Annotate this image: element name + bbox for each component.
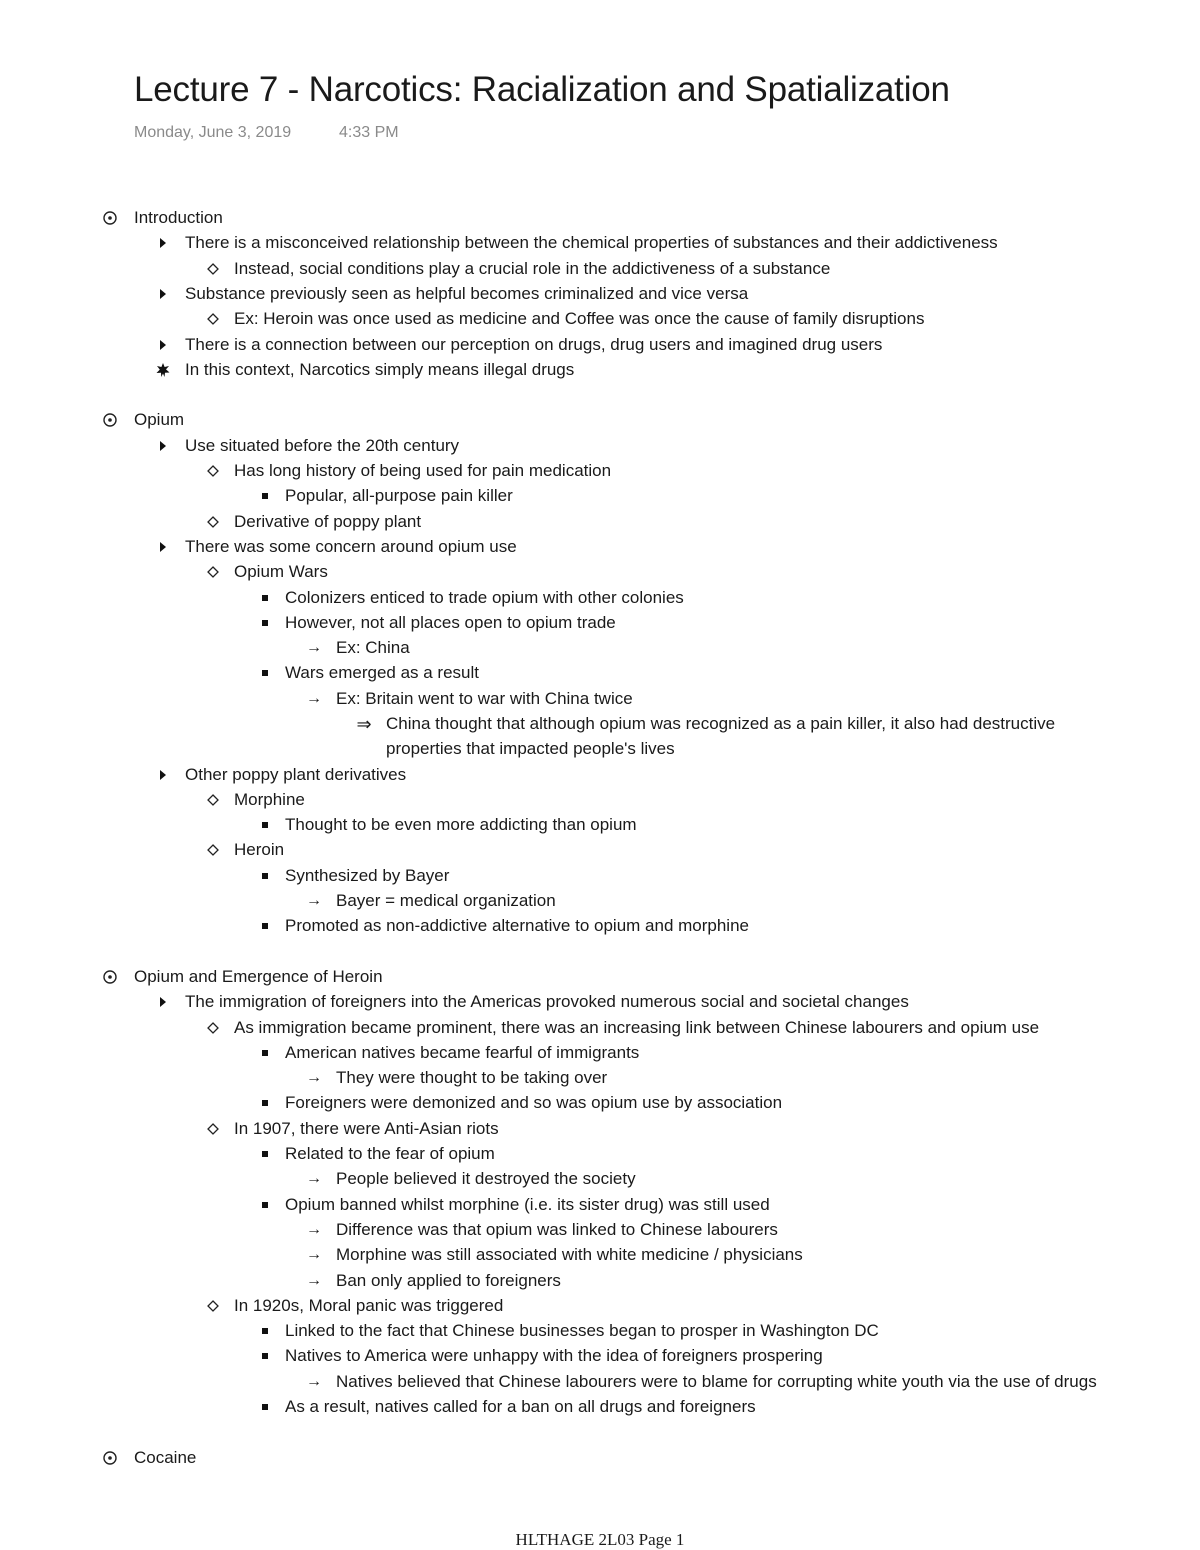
note-time: 4:33 PM <box>339 124 399 141</box>
outline-item-text: Has long history of being used for pain medication <box>234 461 612 480</box>
arrow-right-icon: → <box>306 1372 322 1390</box>
square-icon <box>257 610 273 635</box>
outline-item-text: Cocaine <box>134 1448 197 1467</box>
outline-item-text: American natives became fearful of immigrants <box>285 1043 640 1062</box>
triangle-right-icon <box>155 281 171 306</box>
square-icon <box>257 1394 273 1419</box>
outline-item-text: Derivative of poppy plant <box>234 512 422 531</box>
square-icon <box>257 1192 273 1217</box>
outline-item-text: Bayer = medical organization <box>336 891 556 910</box>
circle-dot-icon <box>102 205 118 230</box>
outline-item-text: As immigration became prominent, there was an increasing link between Chinese labourers and opium use <box>234 1018 1040 1037</box>
circle-dot-icon <box>102 964 118 989</box>
arrow-right-icon: → <box>306 1169 322 1187</box>
outline-item-text: Opium Wars <box>234 562 328 581</box>
square-icon <box>257 863 273 888</box>
outline-item-text: Promoted as non-addictive alternative to opium and morphine <box>285 916 749 935</box>
page-title: Lecture 7 - Narcotics: Racialization and Spatialization <box>134 70 950 109</box>
triangle-right-icon <box>155 433 171 458</box>
circle-dot-icon <box>102 1445 118 1470</box>
triangle-right-icon <box>155 762 171 787</box>
diamond-outline-icon <box>205 787 221 812</box>
triangle-right-icon <box>155 989 171 1014</box>
diamond-outline-icon <box>205 1116 221 1141</box>
outline-item-text: Ex: China <box>336 638 410 657</box>
triangle-right-icon <box>155 534 171 559</box>
diamond-outline-icon <box>205 509 221 534</box>
outline-item-text: Substance previously seen as helpful becomes criminalized and vice versa <box>185 284 749 303</box>
square-icon <box>257 1318 273 1343</box>
outline-item-text: Use situated before the 20th century <box>185 436 460 455</box>
outline-item-text: Synthesized by Bayer <box>285 866 450 885</box>
outline-item-text: There was some concern around opium use <box>185 537 517 556</box>
diamond-outline-icon <box>205 837 221 862</box>
outline-item-text: Natives believed that Chinese labourers were to blame for corrupting white youth via the use of drugs <box>336 1372 1097 1391</box>
outline-item-text: As a result, natives called for a ban on all drugs and foreigners <box>285 1397 756 1416</box>
outline-item-text: There is a connection between our perception on drugs, drug users and imagined drug users <box>185 335 883 354</box>
square-icon <box>257 1343 273 1368</box>
outline-item-text: In 1907, there were Anti-Asian riots <box>234 1119 499 1138</box>
double-arrow-right-icon: ⇒ <box>356 713 372 734</box>
square-icon <box>257 585 273 610</box>
diamond-outline-icon <box>205 1293 221 1318</box>
outline-item-text: Linked to the fact that Chinese businesses began to prosper in Washington DC <box>285 1321 879 1340</box>
diamond-outline-icon <box>205 458 221 483</box>
outline-item-text: China thought that although opium was recognized as a pain killer, it also had destructive <box>386 714 1056 733</box>
outline-item-text: People believed it destroyed the society <box>336 1169 636 1188</box>
outline-item-text: Morphine <box>234 790 305 809</box>
diamond-outline-icon <box>205 1015 221 1040</box>
note-date: Monday, June 3, 2019 <box>134 124 292 141</box>
triangle-right-icon <box>155 230 171 255</box>
arrow-right-icon: → <box>306 689 322 707</box>
outline-item-text: However, not all places open to opium trade <box>285 613 616 632</box>
outline-item-text: Popular, all-purpose pain killer <box>285 486 513 505</box>
outline-item-text: Colonizers enticed to trade opium with other colonies <box>285 588 684 607</box>
outline-item-text: Ex: Britain went to war with China twice <box>336 689 633 708</box>
arrow-right-icon: → <box>306 1245 322 1263</box>
outline-item-text: Ex: Heroin was once used as medicine and Coffee was once the cause of family disruptions <box>234 309 925 328</box>
arrow-right-icon: → <box>306 1220 322 1238</box>
outline-item-text: Wars emerged as a result <box>285 663 479 682</box>
outline-item-text: In this context, Narcotics simply means illegal drugs <box>185 360 575 379</box>
diamond-outline-icon <box>205 256 221 281</box>
circle-dot-icon <box>102 407 118 432</box>
outline-item-text: properties that impacted people's lives <box>386 739 675 758</box>
outline-item-text: Opium <box>134 410 185 429</box>
outline-item-text: Related to the fear of opium <box>285 1144 495 1163</box>
outline-item-text: Introduction <box>134 208 223 227</box>
arrow-right-icon: → <box>306 1271 322 1289</box>
arrow-right-icon: → <box>306 638 322 656</box>
outline-item-text: Natives to America were unhappy with the idea of foreigners prospering <box>285 1346 823 1365</box>
outline-item-text: Instead, social conditions play a crucial role in the addictiveness of a substance <box>234 259 831 278</box>
outline-item-text: Morphine was still associated with white medicine / physicians <box>336 1245 803 1264</box>
outline-item-text: Difference was that opium was linked to Chinese labourers <box>336 1220 778 1239</box>
outline-item-text: Heroin <box>234 840 285 859</box>
outline-item-text: The immigration of foreigners into the Americas provoked numerous social and societal changes <box>185 992 909 1011</box>
outline-item-text: In 1920s, Moral panic was triggered <box>234 1296 504 1315</box>
arrow-right-icon: → <box>306 1068 322 1086</box>
outline-item-text: They were thought to be taking over <box>336 1068 608 1087</box>
arrow-right-icon: → <box>306 891 322 909</box>
square-icon <box>257 1141 273 1166</box>
outline-item-text: Ban only applied to foreigners <box>336 1271 561 1290</box>
square-icon <box>257 1090 273 1115</box>
page-footer: HLTHAGE 2L03 Page 1 <box>515 1530 685 1549</box>
diamond-outline-icon <box>205 559 221 584</box>
outline-item-text: There is a misconceived relationship between the chemical properties of substances and their addictiveness <box>185 233 998 252</box>
outline-item-text: Opium banned whilst morphine (i.e. its sister drug) was still used <box>285 1195 770 1214</box>
outline-item-text: Opium and Emergence of Heroin <box>134 967 383 986</box>
diamond-outline-icon <box>205 306 221 331</box>
square-icon <box>257 660 273 685</box>
starburst-icon <box>155 357 171 382</box>
outline-item-text: Other poppy plant derivatives <box>185 765 407 784</box>
outline-item-text: Foreigners were demonized and so was opium use by association <box>285 1093 783 1112</box>
square-icon <box>257 913 273 938</box>
triangle-right-icon <box>155 332 171 357</box>
square-icon <box>257 812 273 837</box>
outline-item-text: Thought to be even more addicting than opium <box>285 815 637 834</box>
square-icon <box>257 1040 273 1065</box>
square-icon <box>257 483 273 508</box>
